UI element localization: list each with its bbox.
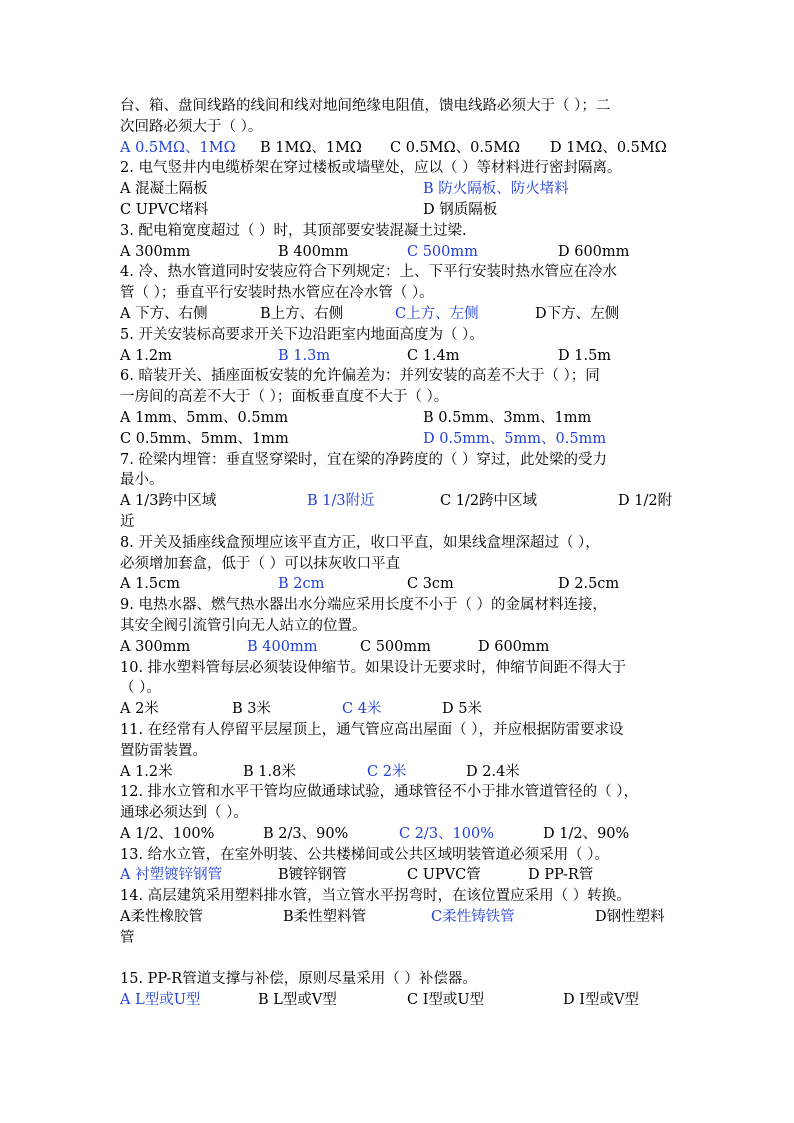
option-d: D 1.5m	[558, 347, 612, 364]
option-d: D 2.4米	[466, 763, 520, 780]
option-a: A 1.5cm	[120, 576, 181, 593]
option-continuation: 管	[120, 929, 135, 946]
option-d: D 1MΩ、0.5MΩ	[550, 139, 667, 156]
option-a: A 1mm、5mm、0.5mm	[120, 409, 289, 426]
option-b-answer: B 1/3附近	[307, 493, 375, 510]
option-d: D 5米	[442, 701, 482, 718]
option-row	[120, 574, 680, 595]
option-a: A 300mm	[120, 638, 191, 655]
option-c-answer: C 4米	[342, 701, 382, 718]
question-text: 次回路必须大于（ ）。	[120, 118, 263, 135]
option-a-answer: A L型或U型	[120, 992, 201, 1009]
question-text: 必须增加套盒，低于（ ）可以抹灰收口平直	[120, 555, 401, 572]
option-b-answer: B 1.3m	[278, 347, 331, 364]
question-text: 15. PP-R管道支撑与补偿，原则尽量采用（ ）补偿器。	[120, 971, 477, 988]
option-b: B 1MΩ、1MΩ	[260, 139, 362, 156]
option-c-answer: C 2米	[367, 763, 407, 780]
option-d: D 600mm	[478, 638, 550, 655]
option-c: C UPVC堵料	[120, 201, 209, 218]
option-row	[120, 907, 680, 928]
option-c-answer: C上方、左侧	[395, 305, 479, 322]
option-b: B镀锌钢管	[278, 867, 347, 884]
option-b-answer: B 400mm	[247, 638, 318, 655]
question-text: 3. 配电箱宽度超过（ ）时，其顶部要安装混凝土过梁.	[120, 222, 467, 239]
option-d: D PP-R管	[528, 867, 594, 884]
option-b: B 400mm	[278, 243, 349, 260]
option-d: D 1/2附	[618, 493, 673, 510]
blank-line	[120, 949, 680, 970]
option-a-answer: A 衬塑镀锌钢管	[120, 867, 223, 884]
question-list	[120, 96, 680, 1011]
question-text: 最小。	[120, 472, 164, 489]
option-c-answer: C 2/3、100%	[399, 825, 494, 842]
option-b-answer: B 防火隔板、防火堵料	[423, 181, 569, 198]
option-row	[120, 990, 680, 1011]
option-c: C 1.4m	[407, 347, 460, 364]
option-a-answer: A 0.5MΩ、1MΩ	[120, 139, 236, 156]
option-a: A 300mm	[120, 243, 191, 260]
option-d: D 1/2、90%	[543, 825, 630, 842]
question-text: 通球必须达到（ ）。	[120, 805, 248, 822]
option-a: A 下方、右侧	[120, 305, 208, 322]
option-d: D下方、左侧	[535, 305, 620, 322]
question-text: 12. 排水立管和水平干管均应做通球试验，通球管径不小于排水管道管径的（ ），	[120, 784, 639, 801]
option-c: C 0.5MΩ、0.5MΩ	[390, 139, 521, 156]
option-row	[120, 242, 680, 263]
option-c: C 1/2跨中区域	[440, 493, 538, 510]
option-c: C 0.5mm、5mm、1mm	[120, 430, 289, 447]
option-row	[120, 699, 680, 720]
question-text: 10. 排水塑料管每层必须装设伸缩节。如果设计无要求时，伸缩节间距不得大于	[120, 659, 627, 676]
option-row	[120, 408, 680, 429]
option-row	[120, 637, 680, 658]
option-c-answer: C柔性铸铁管	[431, 909, 515, 926]
option-row	[120, 429, 680, 450]
question-text: 4. 冷、热水管道同时安装应符合下列规定：上、下平行安装时热水管应在冷水	[120, 264, 617, 281]
option-row	[120, 179, 680, 200]
option-c: C 3cm	[407, 576, 454, 593]
option-b: B L型或V型	[258, 992, 337, 1009]
question-text: 14. 高层建筑采用塑料排水管，当立管水平拐弯时，在该位置应采用（ ）转换。	[120, 888, 631, 905]
option-d: D 钢质隔板	[423, 201, 498, 218]
option-row	[120, 824, 680, 845]
option-b: B上方、右侧	[260, 305, 344, 322]
option-row	[120, 491, 680, 512]
option-c: C UPVC管	[407, 867, 481, 884]
option-b: B柔性塑料管	[283, 909, 367, 926]
question-text: 6. 暗装开关、插座面板安装的允许偏差为：并列安装的高差不大于（ ）；同	[120, 368, 600, 385]
option-a: A 混凝土隔板	[120, 181, 208, 198]
option-a: A 1.2m	[120, 347, 172, 364]
question-text: 9. 电热水器、燃气热水器出水分端应采用长度不小于（ ）的金属材料连接，	[120, 597, 608, 614]
option-d: D钢性塑料	[595, 909, 665, 926]
option-b: B 3米	[232, 701, 271, 718]
question-text: 置防雷装置。	[120, 742, 207, 759]
option-b: B 0.5mm、3mm、1mm	[423, 409, 592, 426]
option-a: A 1/2、100%	[120, 825, 215, 842]
option-row	[120, 138, 680, 159]
option-d-answer: D 0.5mm、5mm、0.5mm	[423, 430, 607, 447]
option-row	[120, 865, 680, 886]
option-row	[120, 304, 680, 325]
question-text: （ ）。	[120, 680, 161, 697]
question-text: 7. 砼梁内埋管：垂直竖穿梁时，宜在梁的净跨度的（ ）穿过，此处梁的受力	[120, 451, 608, 468]
option-continuation: 近	[120, 513, 135, 530]
option-a: A柔性橡胶管	[120, 909, 203, 926]
option-a: A 1.2米	[120, 763, 173, 780]
question-text: 台、箱、盘间线路的线间和线对地间绝缘电阻值，馈电线路必须大于（ ）；二	[120, 98, 611, 114]
question-text: 其安全阀引流管引向无人站立的位置。	[120, 617, 367, 634]
option-d: D 600mm	[558, 243, 630, 260]
question-text: 8. 开关及插座线盒预埋应该平直方正，收口平直，如果线盒埋深超过（ ），	[120, 534, 600, 551]
question-text: 管（ ）；垂直平行安装时热水管应在冷水管（ ）。	[120, 285, 434, 302]
option-b: B 2/3、90%	[263, 825, 349, 842]
option-b: B 1.8米	[243, 763, 296, 780]
option-c: C I型或U型	[407, 992, 485, 1009]
option-c-answer: C 500mm	[407, 243, 478, 260]
question-text: 11. 在经常有人停留平层屋顶上，通气管应高出屋面（ ），并应根据防雷要求设	[120, 721, 624, 738]
option-row	[120, 762, 680, 783]
question-text: 13. 给水立管，在室外明装、公共楼梯间或公共区域明装管道必须采用（ ）。	[120, 846, 610, 863]
question-text: 2. 电气竖井内电缆桥架在穿过楼板或墙壁处，应以（ ）等材料进行密封隔离。	[120, 160, 622, 177]
question-text: 5. 开关安装标高要求开关下边沿距室内地面高度为（ ）。	[120, 326, 484, 343]
option-a: A 2米	[120, 701, 159, 718]
option-row	[120, 346, 680, 367]
option-d: D I型或V型	[563, 992, 639, 1009]
option-a: A 1/3跨中区域	[120, 493, 217, 510]
option-b-answer: B 2cm	[278, 576, 325, 593]
question-text: 一房间的高差不大于（ ）；面板垂直度不大于（ ）。	[120, 389, 449, 406]
option-c: C 500mm	[360, 638, 431, 655]
option-row	[120, 200, 680, 221]
option-d: D 2.5cm	[558, 576, 620, 593]
